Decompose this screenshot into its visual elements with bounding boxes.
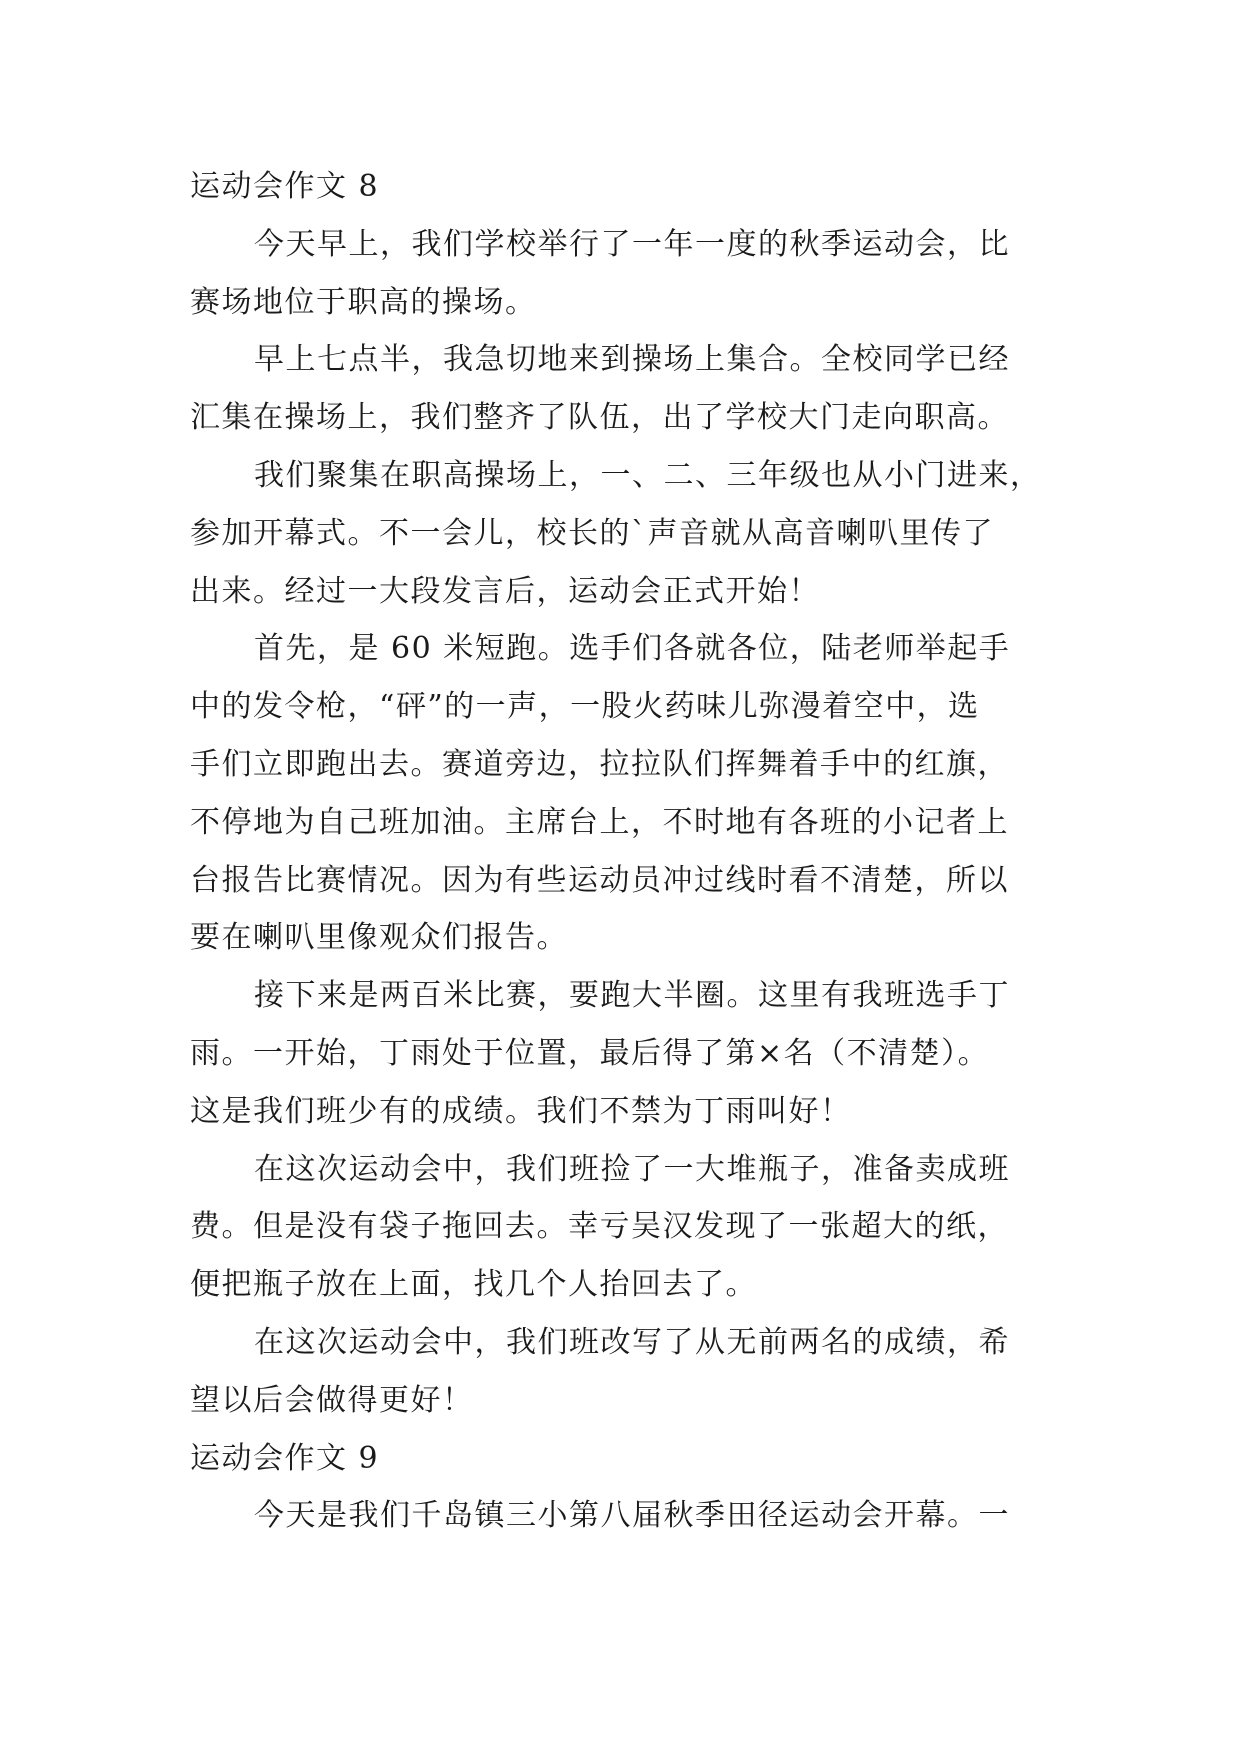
text-line: 首先，是 60 米短跑。选手们各就各位，陆老师举起手 [254, 631, 1011, 667]
essay-title-8: 运动会作文 8 [190, 169, 380, 204]
text-line: 手们立即跑出去。赛道旁边，拉拉队们挥舞着手中的红旗， [190, 746, 1009, 782]
text-line: 接下来是两百米比赛，要跑大半圈。这里有我班选手丁 [254, 978, 1010, 1014]
text-line: 今天是我们千岛镇三小第八届秋季田径运动会开幕。一 [254, 1498, 1010, 1534]
essay-text [190, 158, 1070, 1545]
text-line: 汇集在操场上，我们整齐了队伍，出了学校大门走向职高。 [190, 400, 1009, 436]
text-line: 我们聚集在职高操场上，一、二、三年级也从小门进来， [254, 457, 1042, 493]
text-line: 在这次运动会中，我们班改写了从无前两名的成绩，希 [254, 1324, 1010, 1360]
text-line: 这是我们班少有的成绩。我们不禁为丁雨叫好！ [190, 1093, 852, 1129]
text-line: 出来。经过一大段发言后，运动会正式开始！ [190, 573, 820, 609]
text-line: 要在喇叭里像观众们报告。 [190, 920, 568, 956]
text-line: 雨。一开始，丁雨处于位置，最后得了第×名（不清楚）。 [190, 1035, 990, 1071]
text-line: 早上七点半，我急切地来到操场上集合。全校同学已经 [254, 342, 1010, 378]
text-line: 参加开幕式。不一会儿，校长的`声音就从高音喇叭里传了 [190, 515, 994, 551]
essay-title-9: 运动会作文 9 [190, 1440, 380, 1476]
text-line: 费。但是没有袋子拖回去。幸亏吴汉发现了一张超大的纸， [190, 1209, 1009, 1245]
text-line: 望以后会做得更好！ [190, 1382, 474, 1418]
text-line: 今天早上，我们学校举行了一年一度的秋季运动会，比 [254, 226, 1010, 262]
text-line: 便把瓶子放在上面，找几个人抬回去了。 [190, 1267, 757, 1303]
text-line: 中的发令枪，“砰”的一声，一股火药味儿弥漫着空中，选 [190, 689, 980, 725]
text-line: 不停地为自己班加油。主席台上，不时地有各班的小记者上 [190, 804, 1009, 840]
text-line: 台报告比赛情况。因为有些运动员冲过线时看不清楚，所以 [190, 862, 1009, 898]
text-line: 在这次运动会中，我们班捡了一大堆瓶子，准备卖成班 [254, 1151, 1010, 1187]
text-line: 赛场地位于职高的操场。 [190, 284, 537, 320]
